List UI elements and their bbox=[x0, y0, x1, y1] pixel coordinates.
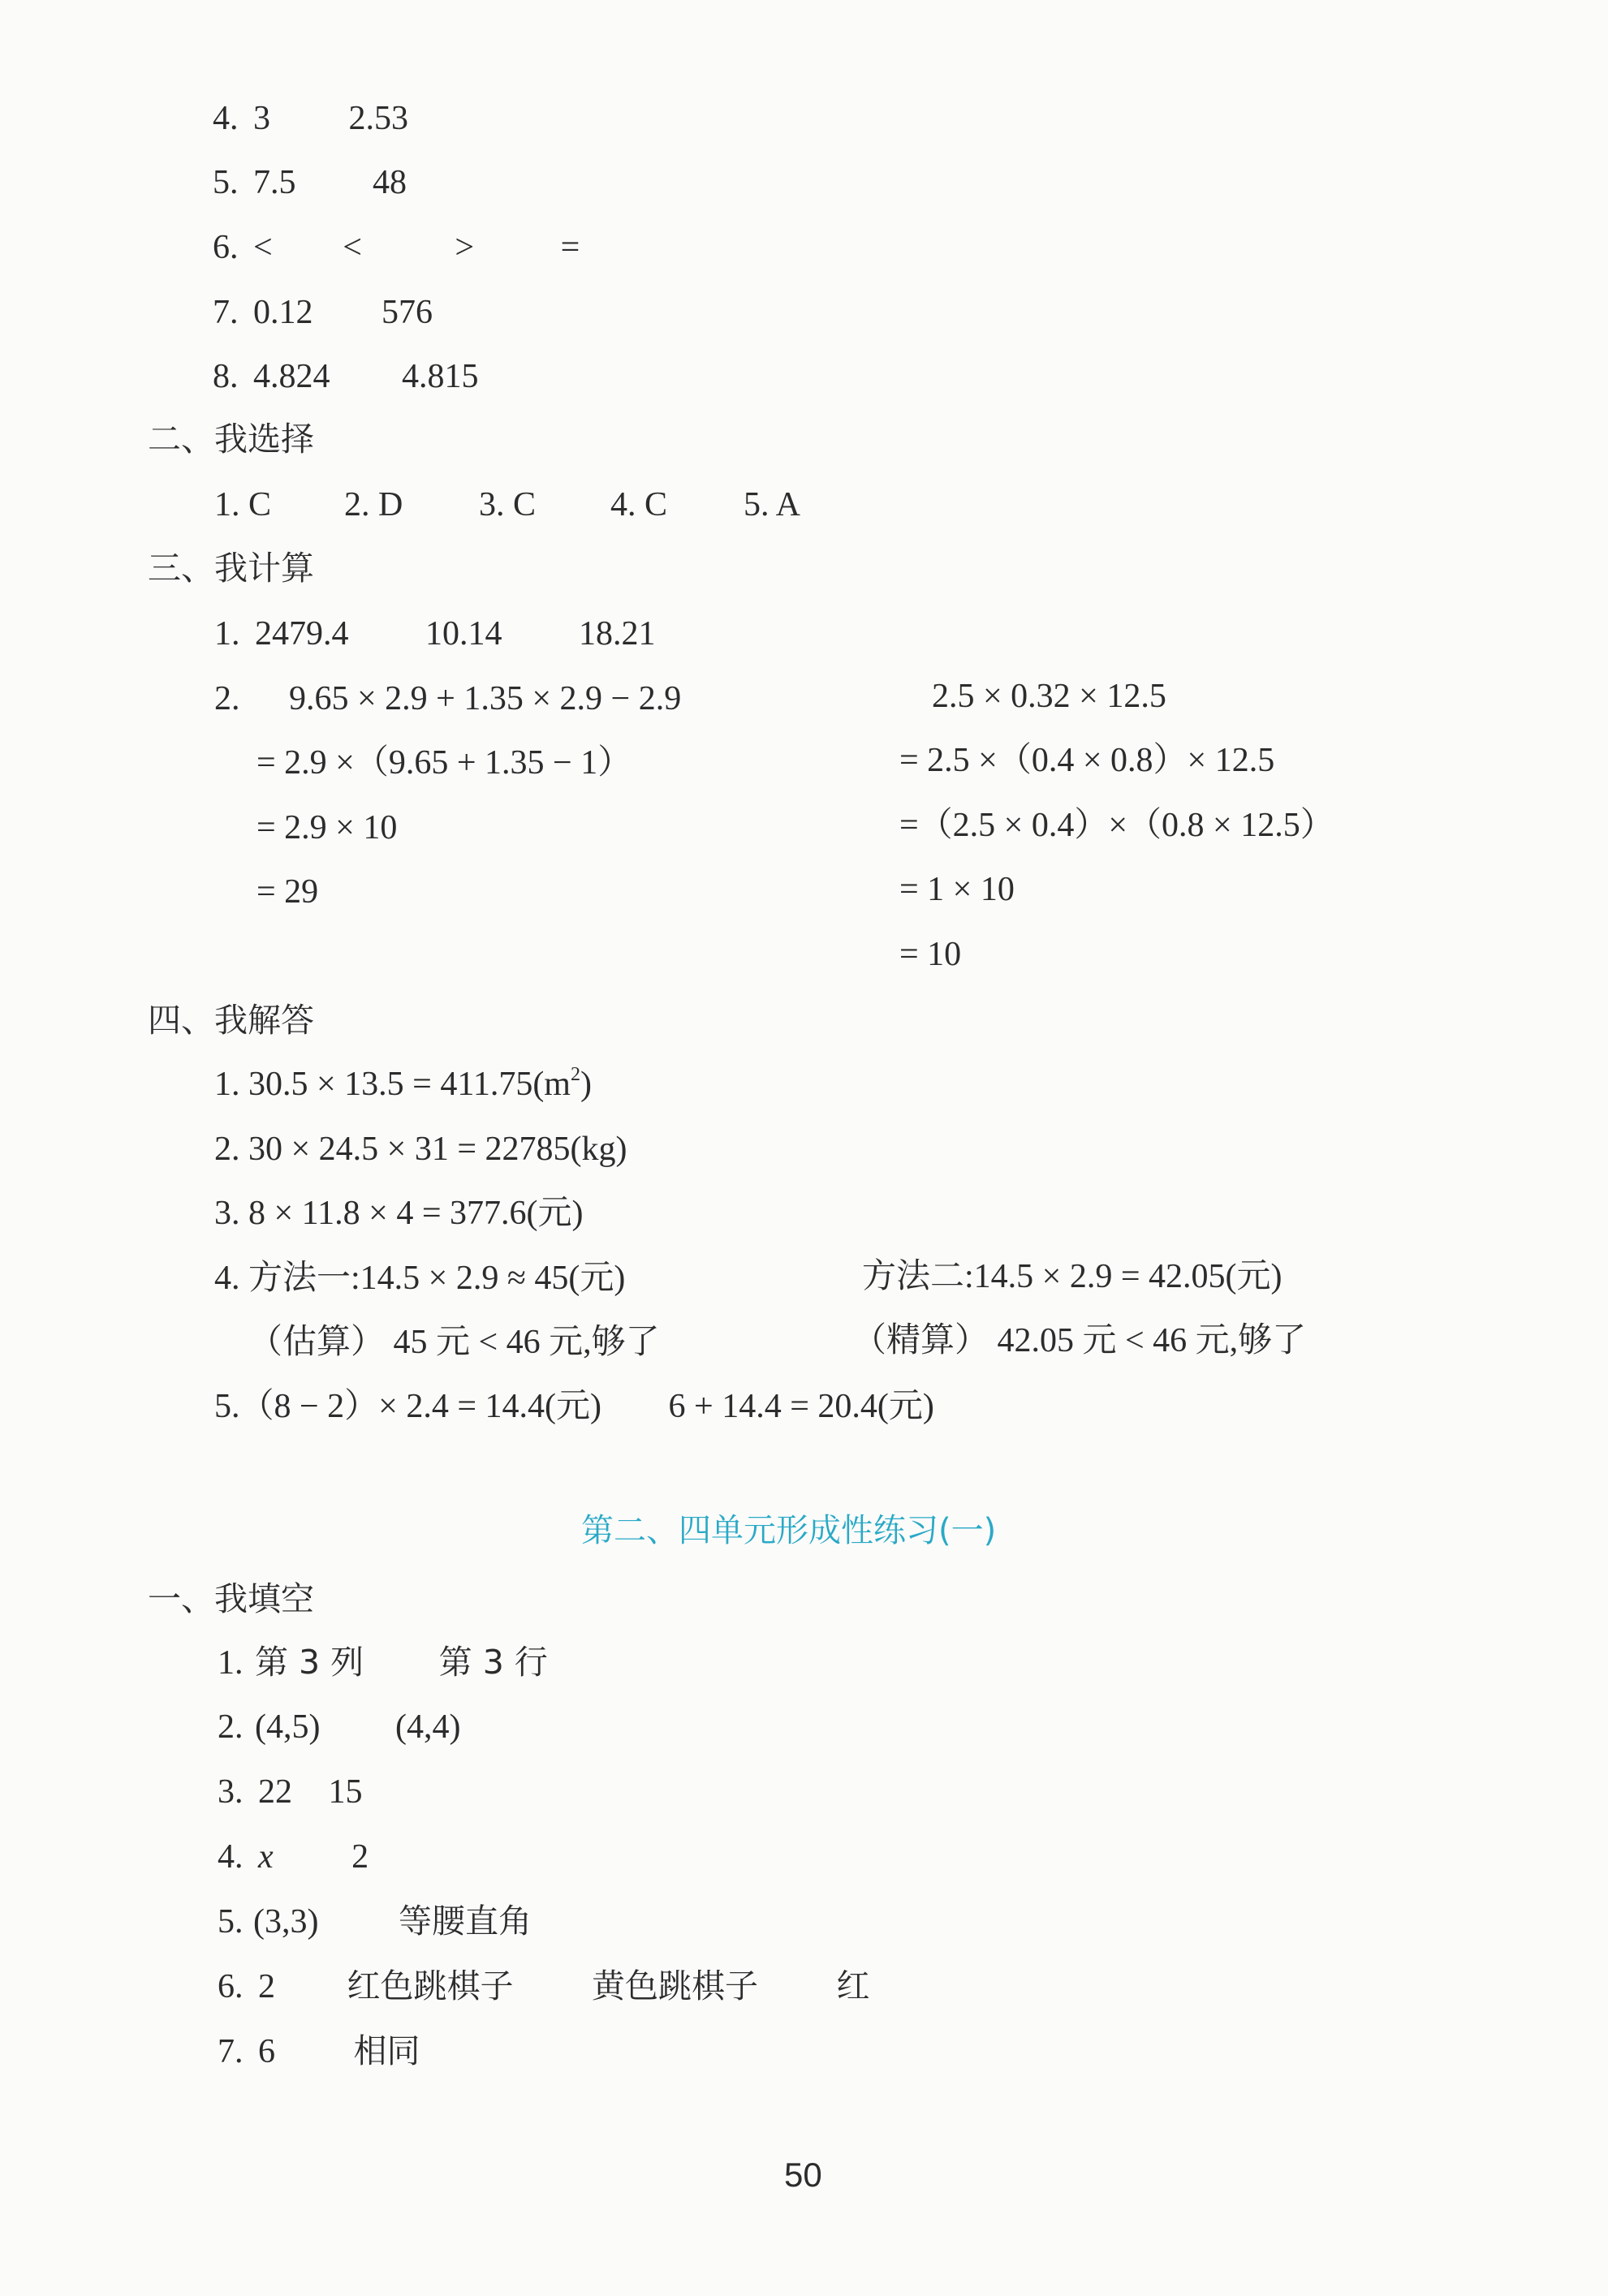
calc-left-step: = 2.9 ×（9.65 + 1.35 − 1） bbox=[257, 744, 632, 782]
solve-item-4-estimate: （估算） 45 元 < 46 元,够了 bbox=[248, 1324, 660, 1361]
blank-cell: 相同 bbox=[353, 2031, 420, 2070]
answer-cell: 576 bbox=[382, 294, 433, 331]
blank-cell: 22 bbox=[258, 1773, 292, 1811]
blank-item-7 bbox=[218, 2031, 420, 2071]
calc-item-1 bbox=[214, 614, 656, 653]
calc-right-step: = 2.5 ×（0.4 × 0.8）× 12.5 bbox=[899, 742, 1275, 779]
blank-cell: 红色跳棋子 bbox=[347, 1966, 514, 2005]
blank-item-3 bbox=[218, 1773, 363, 1811]
calc-right-step: = 1 × 10 bbox=[899, 871, 1015, 908]
blank-cell: 15 bbox=[328, 1773, 363, 1811]
answer-cell: 4.815 bbox=[402, 358, 479, 395]
section-heading-choose: 二、我选择 bbox=[148, 420, 314, 459]
answer-cell: 3 bbox=[253, 100, 270, 137]
calc-value: 10.14 bbox=[425, 615, 502, 653]
section-heading-solve: 四、我解答 bbox=[148, 1001, 314, 1040]
solve-part: 6 + 14.4 = 20.4(元) bbox=[668, 1388, 934, 1425]
blank-item-2 bbox=[218, 1708, 460, 1747]
blank-cell: 等腰直角 bbox=[398, 1902, 532, 1941]
superscript: 2 bbox=[570, 1064, 580, 1085]
page-number: 50 bbox=[784, 2156, 822, 2194]
blank-item-4 bbox=[218, 1837, 369, 1876]
item-number: 6. bbox=[218, 1968, 244, 2005]
solve-text: 1. 30.5 × 13.5 = 411.75(m bbox=[214, 1066, 571, 1103]
solve-item-4-exact: （精算） 42.05 元 < 46 元,够了 bbox=[852, 1322, 1307, 1359]
blank-cell: 第 3 列 bbox=[255, 1643, 364, 1682]
solve-item-3: 3. 8 × 11.8 × 4 = 377.6(元) bbox=[214, 1195, 584, 1232]
fill-item-5 bbox=[213, 163, 407, 202]
blank-cell: 6 bbox=[258, 2033, 275, 2070]
blank-cell: (3,3) bbox=[253, 1903, 319, 1941]
blank-cell: x bbox=[258, 1838, 274, 1876]
calc-left-step: 9.65 × 2.9 + 1.35 × 2.9 − 2.9 bbox=[289, 680, 682, 717]
solve-item-1 bbox=[214, 1065, 592, 1104]
answer-cell: < bbox=[343, 229, 362, 266]
section-heading-calculate: 三、我计算 bbox=[148, 549, 314, 588]
calc-left-step: = 2.9 × 10 bbox=[257, 809, 398, 846]
choice-answers bbox=[214, 485, 800, 524]
item-number: 3. bbox=[218, 1773, 244, 1811]
answer-cell: > bbox=[455, 229, 475, 266]
calc-right-step: 2.5 × 0.32 × 12.5 bbox=[932, 678, 1166, 715]
item-number: 4. bbox=[213, 100, 239, 137]
fill-item-8 bbox=[213, 357, 479, 396]
fill-item-7 bbox=[213, 293, 433, 332]
fill-item-4 bbox=[213, 99, 408, 138]
item-number: 7. bbox=[213, 294, 239, 331]
choice-answer: 2. D bbox=[344, 486, 403, 523]
blank-cell: 2 bbox=[351, 1838, 369, 1876]
item-number: 6. bbox=[213, 229, 239, 266]
blank-cell: 第 3 行 bbox=[438, 1643, 548, 1682]
answer-cell: 0.12 bbox=[253, 294, 313, 331]
solve-item-2: 2. 30 × 24.5 × 31 = 22785(kg) bbox=[214, 1131, 627, 1168]
solve-item-4-method-one: 4. 方法一:14.5 × 2.9 ≈ 45(元) bbox=[214, 1260, 626, 1297]
unit-title: 第二、四单元形成性练习(一) bbox=[581, 1512, 997, 1549]
answer-cell: 2.53 bbox=[348, 100, 408, 137]
item-number: 1. bbox=[218, 1644, 244, 1682]
item-number: 7. bbox=[218, 2033, 244, 2070]
item-number: 2. bbox=[218, 1708, 244, 1746]
solve-part: 5.（8 − 2）× 2.4 = 14.4(元) bbox=[214, 1388, 602, 1425]
solve-item-5 bbox=[214, 1387, 934, 1426]
answer-cell: 48 bbox=[373, 164, 407, 201]
blank-item-1 bbox=[218, 1643, 548, 1682]
fill-item-6 bbox=[213, 228, 580, 267]
blank-item-6 bbox=[218, 1966, 870, 2006]
blank-cell: 红 bbox=[836, 1966, 870, 2005]
calc-right-step: =（2.5 × 0.4）×（0.8 × 12.5） bbox=[899, 807, 1334, 844]
blank-cell: (4,5) bbox=[255, 1708, 321, 1746]
answer-cell: = bbox=[560, 229, 580, 266]
item-number: 5. bbox=[218, 1903, 244, 1941]
item-number: 4. bbox=[218, 1838, 244, 1876]
item-number: 1. bbox=[214, 615, 240, 653]
item-number: 5. bbox=[213, 164, 239, 201]
solve-close: ) bbox=[580, 1066, 592, 1103]
choice-answer: 3. C bbox=[479, 486, 537, 523]
answer-cell: 4.824 bbox=[253, 358, 330, 395]
calc-left-step: = 29 bbox=[257, 873, 319, 911]
blank-cell: 黄色跳棋子 bbox=[592, 1966, 758, 2005]
calc-value: 18.21 bbox=[579, 615, 656, 653]
section-heading-fill: 一、我填空 bbox=[148, 1579, 314, 1618]
choice-answer: 4. C bbox=[610, 486, 668, 523]
choice-answer: 1. C bbox=[214, 486, 272, 523]
answer-cell: 7.5 bbox=[253, 164, 296, 201]
blank-cell: (4,4) bbox=[394, 1708, 461, 1746]
choice-answer: 5. A bbox=[744, 486, 801, 523]
calc-right-step: = 10 bbox=[899, 936, 962, 973]
answer-cell: < bbox=[253, 229, 273, 266]
item-number: 8. bbox=[213, 358, 239, 395]
calc-item-2-number: 2. bbox=[214, 680, 240, 717]
solve-item-4-method-two: 方法二:14.5 × 2.9 = 42.05(元) bbox=[862, 1258, 1283, 1295]
calc-value: 2479.4 bbox=[255, 615, 349, 653]
blank-item-5 bbox=[218, 1902, 532, 1941]
blank-cell: 2 bbox=[258, 1968, 275, 2005]
